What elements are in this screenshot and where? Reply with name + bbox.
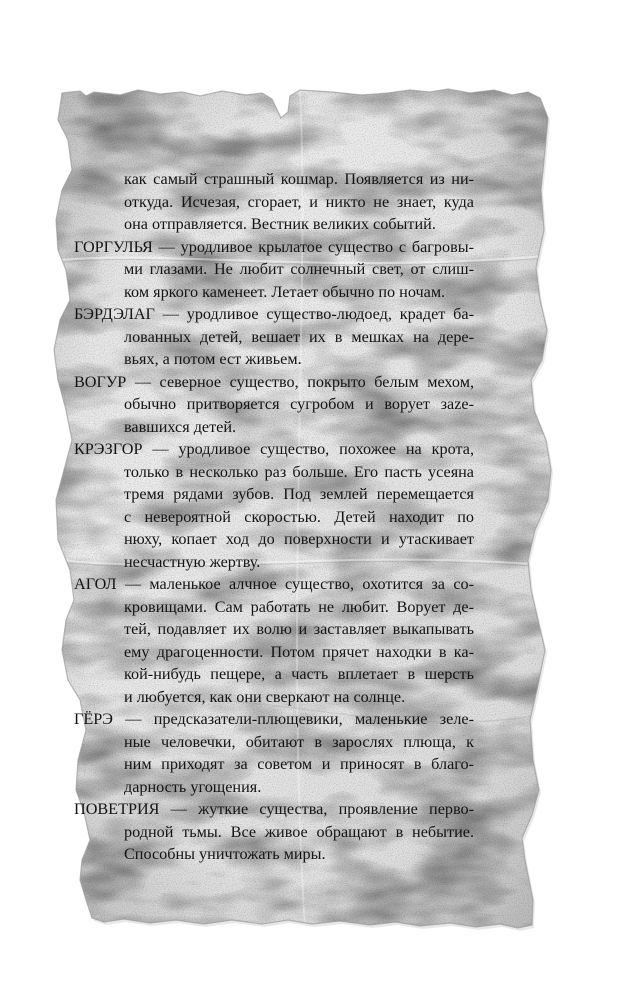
text-line: тремя рядами зубов. Под землей перемещается [124,485,474,503]
text-line: ним приходят за советом и приносят в благо- [124,755,474,773]
bestiary-text [74,168,474,866]
text-line: с невероятной скоростью. Детей находит по [124,507,474,526]
text-line: вавшихся детей. [124,417,237,436]
text-line: дарность угощения. [124,777,262,796]
text-line: ные человечки, обитают в зарослях плюща, к [124,732,474,751]
text-line: ПОВЕТРИЯ — жуткие существа, проявление перво- [74,800,474,818]
bestiary-entry-continuation [74,168,474,236]
bestiary-entry-gorgulya [74,236,474,304]
text-line: она отправляется. Вестник великих событий. [124,215,436,233]
text-line: ми глазами. Не любит солнечный свет, от слиш- [124,260,474,278]
text-line: ВОГУР — северное существо, покрыто белым мехом, [74,372,474,391]
text-line: КРЭЗГОР — уродливое существо, похожее на крота, [74,440,474,458]
text-line: Способны уничтожать миры. [124,845,326,863]
text-line: АГОЛ — маленькое алчное существо, охотится за со- [74,575,474,593]
text-line: вьях, а потом ест живьем. [124,350,302,368]
text-line: БЭРДЭЛАГ — уродливое существо-людоед, крадет ба- [74,305,474,323]
bestiary-entry-gere [74,708,474,798]
bestiary-entry-krezgor [74,438,474,573]
text-line: ГОРГУЛЬЯ — уродливое крылатое существо с багровы- [74,237,474,256]
text-line: откуда. Исчезая, сгорает, и никто не знает, куда [124,192,474,211]
text-line: кой-нибудь пещере, а часть вплетает в шерсть [124,665,474,683]
text-line: ему драгоценности. Потом прячет находки в ка- [124,642,474,661]
text-line: как самый страшный кошмар. Появляется из ни- [124,170,474,188]
text-line: ком яркого каменеет. Летает обычно по ночам. [124,282,446,301]
text-line: тей, подавляет их волю и заставляет выкапывать [124,620,474,638]
bestiary-entry-povetriya [74,798,474,866]
text-line: ГЁРЭ — предсказатели-плющевики, маленькие зеле- [74,710,474,728]
text-line: кровищами. Сам работать не любит. Ворует де- [124,597,474,616]
text-line: лованных детей, вешает их в мешках на дере- [124,327,474,346]
text-line: нюху, копает ход до поверхности и утаскивает [124,530,474,548]
text-line: только в несколько раз больше. Его пасть усеяна [124,462,474,481]
text-line: несчастную жертву. [124,552,261,571]
text-line: обычно притворяется сугробом и ворует заze- [124,395,474,413]
text-line: родной тьмы. Все живое обращают в небытие. [124,822,474,841]
bestiary-entry-agol [74,573,474,708]
bestiary-entry-vogur [74,371,474,439]
text-line: и любуется, как они сверкают на солнце. [124,687,406,706]
bestiary-entry-berdelag [74,303,474,371]
